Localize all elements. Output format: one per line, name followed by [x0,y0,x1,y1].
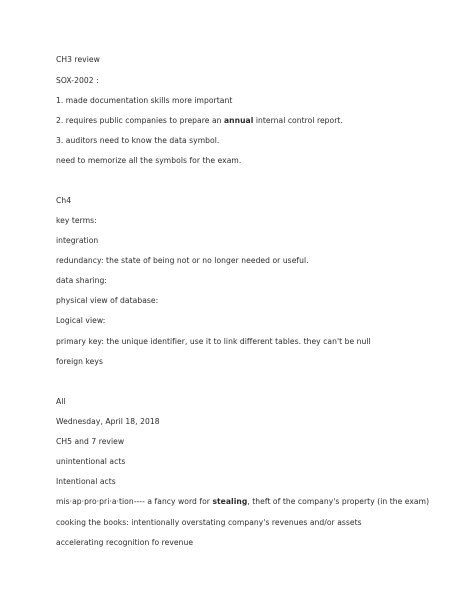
sox-heading: SOX-2002 : [56,76,99,85]
term-unintentional-acts: unintentional acts [56,457,126,466]
misappropriation-end: , theft of the company's property (in the exam) [247,497,430,506]
ch3-point-2-bold: annual [223,116,254,125]
term-redundancy: redundancy: the state of being not or no longer needed or useful. [56,256,309,265]
term-logical-view: Logical view: [56,316,106,325]
term-accelerating-recognition: accelerating recognition fo revenue [56,538,194,547]
term-integration: integration [56,236,99,245]
ch3-point-3: 3. auditors need to know the data symbol. [56,136,220,145]
ch3-title: CH3 review [56,55,100,64]
ch3-note: need to memorize all the symbols for the exam. [56,156,242,165]
term-foreign-keys: foreign keys [56,357,103,366]
ch3-point-1: 1. made documentation skills more important [56,96,233,105]
ch3-point-2-end: internal control report. [253,116,343,125]
ch3-point-2 [56,116,343,126]
ch3-point-2-start: 2. requires public companies to prepare an [56,116,224,125]
key-terms-heading: key terms: [56,216,97,225]
term-intentional-acts: Intentional acts [56,477,116,486]
term-data-sharing: data sharing: [56,276,108,285]
term-primary-key: primary key: the unique identifier, use it to link different tables. they can't be null [56,337,371,346]
misappropriation-bold: stealing [212,497,248,506]
all-title: All [56,397,66,406]
ch4-title: Ch4 [56,196,72,205]
term-physical-view: physical view of database: [56,296,159,305]
note-date: Wednesday, April 18, 2018 [56,417,160,426]
ch5-7-review-heading: CH5 and 7 review [56,437,125,446]
misappropriation-start: mis·ap·pro·pri·a·tion---- a fancy word for [56,497,213,506]
term-cooking-the-books: cooking the books: intentionally overstating company's revenues and/or assets [56,518,362,527]
term-misappropriation [56,497,429,507]
